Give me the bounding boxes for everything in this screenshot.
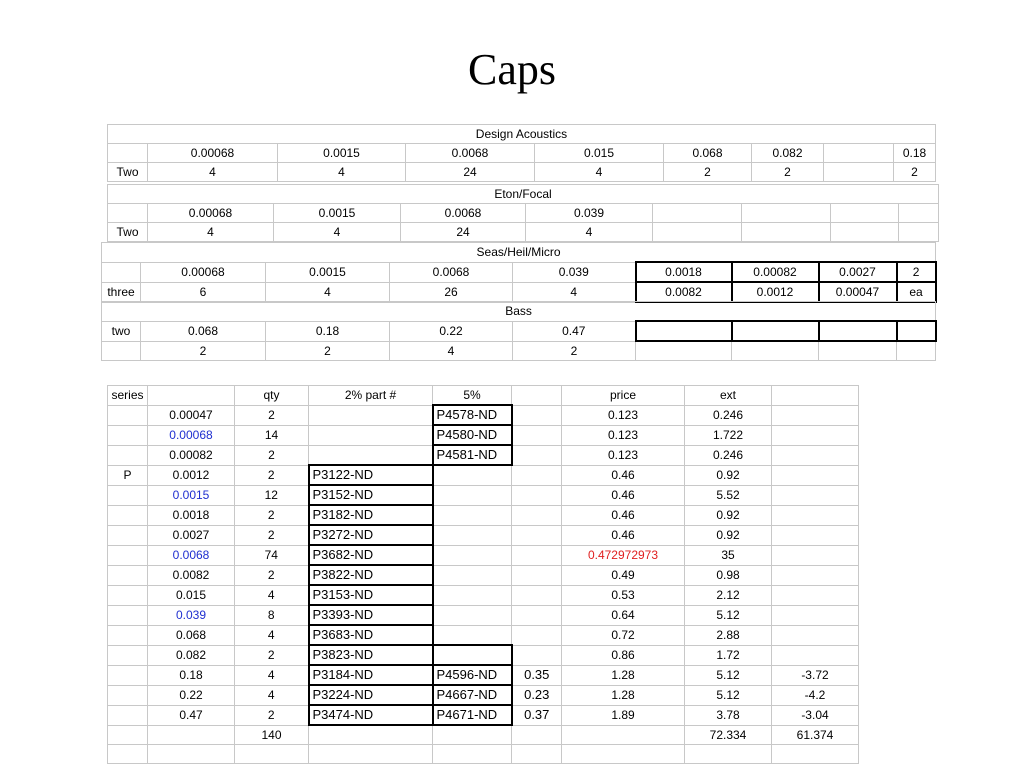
table-cell-value: 0.039	[148, 605, 235, 625]
table-cell: 0.0082	[636, 282, 732, 302]
table-cell-diff	[772, 625, 859, 645]
table-cell-pct	[512, 725, 562, 745]
table-row	[108, 665, 859, 685]
parts-header-row	[108, 386, 859, 406]
table-cell-diff	[772, 485, 859, 505]
table-cell-ext: 5.12	[685, 685, 772, 705]
table-cell-p2	[309, 405, 433, 425]
table-cell-qty	[235, 745, 309, 764]
table-cell-diff: -3.04	[772, 705, 859, 725]
table-cell-diff	[772, 525, 859, 545]
table-cell-qty: 2	[235, 565, 309, 585]
table-cell-diff: -4.2	[772, 685, 859, 705]
design-acoustics-table	[107, 124, 936, 182]
table-cell-qty: 74	[235, 545, 309, 565]
table-row	[108, 585, 859, 605]
table-cell-p2: P3822-ND	[309, 565, 433, 585]
table-cell-ext: 0.92	[685, 525, 772, 545]
table-row	[108, 645, 859, 665]
table-cell-price: 0.46	[562, 525, 685, 545]
table-cell: 2	[894, 163, 936, 182]
table-cell-price: 0.49	[562, 565, 685, 585]
table-cell-qty: 2	[235, 405, 309, 425]
table-cell: 26	[390, 282, 513, 302]
table-cell	[102, 262, 141, 282]
design-acoustics-qty-row	[108, 163, 936, 182]
table-cell-p5	[433, 645, 512, 665]
table-cell: 4	[526, 223, 653, 242]
table-cell-price: 1.28	[562, 685, 685, 705]
table-row	[108, 485, 859, 505]
table-cell-series: P	[108, 465, 148, 485]
table-cell	[831, 204, 899, 223]
table-cell-p2: P3184-ND	[309, 665, 433, 685]
table-cell-p5	[433, 605, 512, 625]
table-cell-diff: 61.374	[772, 725, 859, 745]
parts-body	[108, 405, 859, 764]
table-cell: 4	[513, 282, 636, 302]
design-acoustics-values-row	[108, 144, 936, 163]
table-cell-ext: 0.92	[685, 465, 772, 485]
table-cell-p5	[433, 745, 512, 764]
table-cell-p5	[433, 625, 512, 645]
table-cell-pct	[512, 485, 562, 505]
table-row	[108, 545, 859, 565]
table-cell	[108, 204, 148, 223]
table-cell-price: 1.89	[562, 705, 685, 725]
table-cell-pct	[512, 425, 562, 445]
table-cell-series	[108, 625, 148, 645]
table-cell	[108, 144, 148, 163]
table-cell: 2	[752, 163, 824, 182]
table-cell: 0.0027	[819, 262, 897, 282]
table-cell: 0.039	[526, 204, 653, 223]
table-cell-series	[108, 745, 148, 764]
table-cell: 0.0015	[274, 204, 401, 223]
table-row	[108, 685, 859, 705]
table-cell-series	[108, 525, 148, 545]
table-cell-ext: 0.98	[685, 565, 772, 585]
table-cell: 0.00068	[148, 144, 278, 163]
table-cell-p5	[433, 545, 512, 565]
column-header: series	[108, 386, 148, 406]
table-cell-pct	[512, 405, 562, 425]
table-cell-diff	[772, 645, 859, 665]
table-cell: 0.0015	[266, 262, 390, 282]
table-cell-pct: 0.35	[512, 665, 562, 685]
table-cell-value: 0.0068	[148, 545, 235, 565]
table-cell-qty: 2	[235, 445, 309, 465]
table-cell-series	[108, 585, 148, 605]
parts-table	[107, 385, 859, 764]
table-cell: 4	[390, 341, 513, 361]
table-cell-p5	[433, 725, 512, 745]
table-cell: two	[102, 321, 141, 341]
table-cell-p5: P4581-ND	[433, 445, 512, 465]
table-cell-ext: 0.92	[685, 505, 772, 525]
table-cell-price: 0.86	[562, 645, 685, 665]
table-cell-value: 0.00068	[148, 425, 235, 445]
table-cell-value: 0.082	[148, 645, 235, 665]
eton-focal-header: Eton/Focal	[108, 185, 939, 204]
table-cell-value: 0.47	[148, 705, 235, 725]
table-cell	[899, 204, 939, 223]
table-row	[108, 465, 859, 485]
table-cell	[732, 321, 819, 341]
seas-heil-micro-header: Seas/Heil/Micro	[102, 243, 936, 263]
table-cell-price: 0.472972973	[562, 545, 685, 565]
table-cell-price: 0.46	[562, 485, 685, 505]
table-cell: 0.0068	[406, 144, 535, 163]
table-cell-price: 1.28	[562, 665, 685, 685]
table-cell	[824, 163, 894, 182]
table-cell: 4	[266, 282, 390, 302]
table-cell-p5	[433, 565, 512, 585]
table-cell-value: 0.068	[148, 625, 235, 645]
table-cell: 2	[266, 341, 390, 361]
table-cell: 2	[141, 341, 266, 361]
table-cell	[653, 204, 742, 223]
table-cell-qty: 4	[235, 665, 309, 685]
eton-focal-table	[107, 184, 939, 242]
table-cell-price	[562, 745, 685, 764]
bass-row	[102, 341, 936, 361]
table-cell-p2: P3182-ND	[309, 505, 433, 525]
table-cell: 0.082	[752, 144, 824, 163]
table-cell: 4	[278, 163, 406, 182]
eton-focal-values-row	[108, 204, 939, 223]
table-cell: 0.0018	[636, 262, 732, 282]
table-cell-pct	[512, 465, 562, 485]
table-cell: 0.0012	[732, 282, 819, 302]
table-cell	[732, 341, 819, 361]
table-cell-pct	[512, 625, 562, 645]
table-cell: 4	[274, 223, 401, 242]
design-acoustics-header: Design Acoustics	[108, 125, 936, 144]
table-cell-series	[108, 725, 148, 745]
table-cell: 2	[897, 262, 936, 282]
table-cell-series	[108, 425, 148, 445]
table-cell-diff	[772, 585, 859, 605]
table-cell	[653, 223, 742, 242]
table-cell-qty: 2	[235, 645, 309, 665]
table-cell-price: 0.123	[562, 405, 685, 425]
table-cell-p2	[309, 445, 433, 465]
table-cell: 4	[148, 163, 278, 182]
table-cell-p2	[309, 745, 433, 764]
table-cell: 0.0068	[401, 204, 526, 223]
table-cell-price: 0.46	[562, 505, 685, 525]
table-cell-qty: 14	[235, 425, 309, 445]
bass-header: Bass	[102, 302, 936, 322]
table-cell-value: 0.00047	[148, 405, 235, 425]
table-cell-p2: P3682-ND	[309, 545, 433, 565]
seas-heil-values-row	[102, 262, 936, 282]
table-cell-p2: P3122-ND	[309, 465, 433, 485]
table-cell-series	[108, 505, 148, 525]
table-cell-p5: P4671-ND	[433, 705, 512, 725]
table-cell-ext: 5.12	[685, 605, 772, 625]
table-cell-value: 0.015	[148, 585, 235, 605]
table-cell-pct	[512, 585, 562, 605]
table-cell: Two	[108, 223, 148, 242]
table-row	[108, 705, 859, 725]
table-cell	[899, 223, 939, 242]
table-cell-p5: P4596-ND	[433, 665, 512, 685]
table-cell-pct	[512, 605, 562, 625]
table-cell	[636, 321, 732, 341]
table-cell-series	[108, 645, 148, 665]
table-cell-diff	[772, 605, 859, 625]
table-cell-ext: 0.246	[685, 405, 772, 425]
table-cell-price: 0.72	[562, 625, 685, 645]
table-cell-ext: 1.722	[685, 425, 772, 445]
page-title: Caps	[468, 45, 556, 94]
table-cell-diff: -3.72	[772, 665, 859, 685]
table-cell	[636, 341, 732, 361]
table-cell: 0.18	[266, 321, 390, 341]
table-cell-ext: 1.72	[685, 645, 772, 665]
table-cell-qty: 4	[235, 585, 309, 605]
table-cell-value	[148, 725, 235, 745]
table-cell: three	[102, 282, 141, 302]
table-cell-p2: P3393-ND	[309, 605, 433, 625]
table-cell-p2: P3474-ND	[309, 705, 433, 725]
table-cell-ext: 2.88	[685, 625, 772, 645]
table-cell: 24	[401, 223, 526, 242]
table-cell: 0.00068	[148, 204, 274, 223]
eton-focal-qty-row	[108, 223, 939, 242]
table-cell-p5: P4578-ND	[433, 405, 512, 425]
column-header: qty	[235, 386, 309, 406]
table-cell-p2	[309, 725, 433, 745]
table-cell-diff	[772, 465, 859, 485]
table-cell: 24	[406, 163, 535, 182]
table-cell-diff	[772, 425, 859, 445]
table-row	[108, 725, 859, 745]
table-cell-value: 0.0082	[148, 565, 235, 585]
table-cell-pct	[512, 545, 562, 565]
table-cell-p2: P3153-ND	[309, 585, 433, 605]
table-cell-diff	[772, 405, 859, 425]
table-cell: 0.068	[141, 321, 266, 341]
table-cell-pct: 0.23	[512, 685, 562, 705]
table-cell: 0.0015	[278, 144, 406, 163]
table-cell: 0.015	[535, 144, 664, 163]
column-header: 2% part #	[309, 386, 433, 406]
column-header	[512, 386, 562, 406]
table-cell-series	[108, 485, 148, 505]
bass-row	[102, 321, 936, 341]
table-cell-price	[562, 725, 685, 745]
table-cell: 6	[141, 282, 266, 302]
table-cell-qty: 140	[235, 725, 309, 745]
table-row	[108, 605, 859, 625]
table-cell-ext: 3.78	[685, 705, 772, 725]
table-cell-diff	[772, 565, 859, 585]
table-cell-p2: P3152-ND	[309, 485, 433, 505]
table-cell-value	[148, 745, 235, 764]
table-cell: 0.0068	[390, 262, 513, 282]
table-row	[108, 405, 859, 425]
table-cell	[742, 223, 831, 242]
table-cell-qty: 2	[235, 505, 309, 525]
table-cell	[897, 321, 936, 341]
table-cell-qty: 8	[235, 605, 309, 625]
table-cell-pct	[512, 505, 562, 525]
table-cell-diff	[772, 745, 859, 764]
table-cell-series	[108, 705, 148, 725]
table-cell: 2	[664, 163, 752, 182]
table-cell	[102, 341, 141, 361]
table-cell-p2: P3823-ND	[309, 645, 433, 665]
table-cell-qty: 2	[235, 525, 309, 545]
column-header	[772, 386, 859, 406]
seas-heil-micro-table	[101, 242, 937, 303]
table-cell: 0.22	[390, 321, 513, 341]
bass-table	[101, 301, 937, 361]
table-cell-diff	[772, 445, 859, 465]
table-cell-value: 0.22	[148, 685, 235, 705]
table-cell-value: 0.18	[148, 665, 235, 685]
table-cell	[831, 223, 899, 242]
table-cell-pct	[512, 525, 562, 545]
table-cell: 0.00082	[732, 262, 819, 282]
table-cell: 0.47	[513, 321, 636, 341]
table-cell: 0.068	[664, 144, 752, 163]
table-row	[108, 525, 859, 545]
table-row	[108, 625, 859, 645]
table-cell-p5	[433, 505, 512, 525]
table-cell: Two	[108, 163, 148, 182]
table-cell-series	[108, 605, 148, 625]
table-cell-ext: 72.334	[685, 725, 772, 745]
table-cell	[824, 144, 894, 163]
seas-heil-qty-row	[102, 282, 936, 302]
table-cell-p5	[433, 585, 512, 605]
table-cell-p5	[433, 465, 512, 485]
table-cell-value: 0.0018	[148, 505, 235, 525]
column-header: price	[562, 386, 685, 406]
table-cell-ext	[685, 745, 772, 764]
table-cell-value: 0.0012	[148, 465, 235, 485]
table-row	[108, 565, 859, 585]
table-cell-pct	[512, 745, 562, 764]
table-cell-ext: 5.52	[685, 485, 772, 505]
table-cell-series	[108, 445, 148, 465]
table-cell-series	[108, 545, 148, 565]
column-header: 5%	[433, 386, 512, 406]
table-cell-p5	[433, 525, 512, 545]
table-row	[108, 445, 859, 465]
table-cell-p2	[309, 425, 433, 445]
column-header: ext	[685, 386, 772, 406]
table-cell-series	[108, 405, 148, 425]
table-cell-diff	[772, 545, 859, 565]
table-cell-qty: 4	[235, 625, 309, 645]
table-cell-qty: 4	[235, 685, 309, 705]
table-cell-ext: 0.246	[685, 445, 772, 465]
table-cell: 0.00047	[819, 282, 897, 302]
table-row	[108, 745, 859, 764]
table-cell: 2	[513, 341, 636, 361]
table-cell-pct	[512, 445, 562, 465]
table-cell-price: 0.64	[562, 605, 685, 625]
table-cell: 0.039	[513, 262, 636, 282]
table-cell	[819, 341, 897, 361]
table-cell	[742, 204, 831, 223]
table-cell-ext: 2.12	[685, 585, 772, 605]
table-cell-qty: 12	[235, 485, 309, 505]
table-cell-pct	[512, 645, 562, 665]
table-cell-pct	[512, 565, 562, 585]
table-cell-p2: P3683-ND	[309, 625, 433, 645]
table-cell-p5: P4667-ND	[433, 685, 512, 705]
column-header	[148, 386, 235, 406]
table-cell-qty: 2	[235, 465, 309, 485]
table-cell: ea	[897, 282, 936, 302]
table-cell: 0.18	[894, 144, 936, 163]
table-cell-p2: P3272-ND	[309, 525, 433, 545]
table-cell-diff	[772, 505, 859, 525]
table-cell-p5: P4580-ND	[433, 425, 512, 445]
table-cell-price: 0.53	[562, 585, 685, 605]
table-cell-series	[108, 665, 148, 685]
table-cell-series	[108, 685, 148, 705]
table-cell-pct: 0.37	[512, 705, 562, 725]
table-cell	[819, 321, 897, 341]
table-cell-price: 0.123	[562, 425, 685, 445]
table-cell-ext: 35	[685, 545, 772, 565]
table-cell-series	[108, 565, 148, 585]
table-cell	[897, 341, 936, 361]
table-row	[108, 505, 859, 525]
table-cell-value: 0.0015	[148, 485, 235, 505]
table-cell-p2: P3224-ND	[309, 685, 433, 705]
table-cell: 0.00068	[141, 262, 266, 282]
table-cell-price: 0.123	[562, 445, 685, 465]
table-cell-value: 0.00082	[148, 445, 235, 465]
table-cell-qty: 2	[235, 705, 309, 725]
table-cell: 4	[148, 223, 274, 242]
table-cell-p5	[433, 485, 512, 505]
table-cell: 4	[535, 163, 664, 182]
table-row	[108, 425, 859, 445]
table-cell-price: 0.46	[562, 465, 685, 485]
table-cell-ext: 5.12	[685, 665, 772, 685]
table-cell-value: 0.0027	[148, 525, 235, 545]
